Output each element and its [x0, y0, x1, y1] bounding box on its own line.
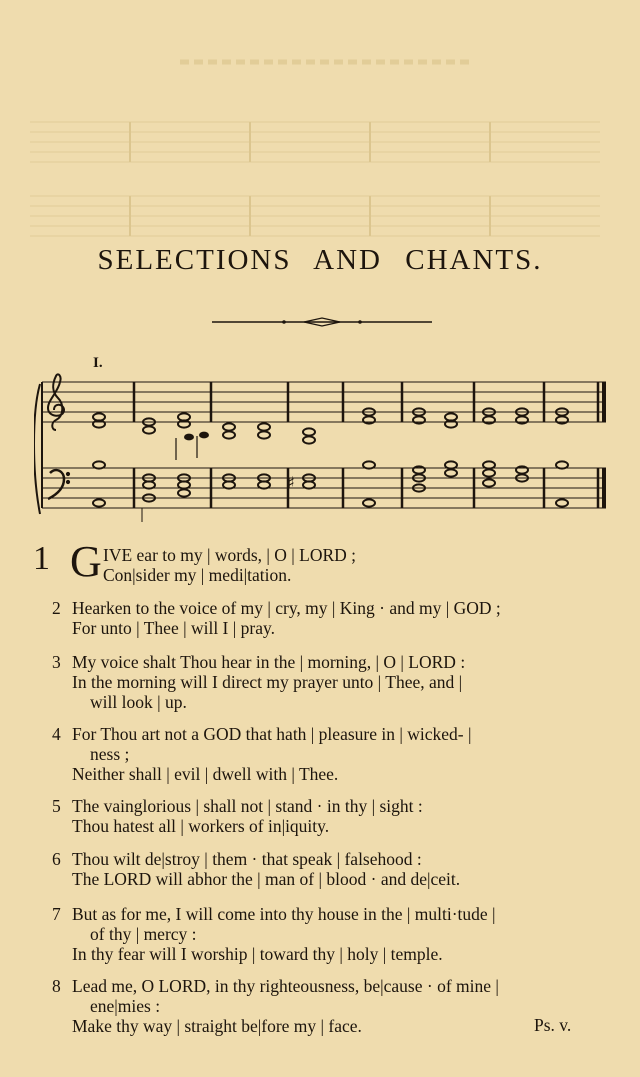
verse-number: 5	[52, 796, 61, 816]
verse-1-line-2: Con|sider my | medi|tation.	[103, 565, 292, 585]
svg-text:♯: ♯	[287, 473, 295, 492]
verse-line: will look | up.	[90, 692, 187, 712]
ornamental-rule	[212, 314, 434, 330]
verse-line: ness ;	[90, 744, 130, 764]
verse-number: 7	[52, 904, 61, 924]
verse-1	[103, 545, 640, 585]
verse-line: of thy | mercy :	[90, 924, 197, 944]
chant-number: I.	[93, 355, 103, 371]
verse-line: The LORD will abhor the | man of | blood · and de|ceit.	[72, 869, 461, 889]
verse-line: Lead me, O LORD, in thy righteousness, be|cause · of mine |	[72, 976, 499, 996]
verse-7	[52, 904, 620, 964]
verse-line: The vainglorious | shall not | stand · in thy | sight :	[72, 796, 423, 816]
verse-line: Thou hatest all | workers of in|iquity.	[72, 816, 330, 836]
verse-line: Make thy way | straight be|fore my | face.	[72, 1016, 362, 1036]
verse-line: For unto | Thee | will I | pray.	[72, 618, 275, 638]
verse-line: My voice shalt Thou hear in the | morning, | O | LORD :	[72, 652, 466, 672]
verse-3	[52, 652, 620, 712]
verse-number: 3	[52, 652, 61, 672]
verse-line: But as for me, I will come into thy house in the | multi·tude |	[72, 904, 496, 924]
verse-1-number: 1	[33, 540, 50, 577]
drop-cap: G	[70, 537, 102, 586]
verse-number: 4	[52, 724, 61, 744]
verse-line: Neither shall | evil | dwell with | Thee.	[72, 764, 339, 784]
verse-5	[52, 796, 620, 836]
verse-line: Hearken to the voice of my | cry, my | King · and my | GOD ;	[72, 598, 501, 618]
verse-number: 8	[52, 976, 61, 996]
verse-4	[52, 724, 620, 784]
chant-score	[34, 372, 614, 522]
verse-number: 2	[52, 598, 61, 618]
verse-line: In the morning will I direct my prayer unto | Thee, and |	[72, 672, 463, 692]
verse-line: Thou wilt de|stroy | them · that speak | falsehood :	[72, 849, 422, 869]
page-title: SELECTIONS AND CHANTS.	[97, 244, 543, 276]
psalm-attribution: Ps. v.	[534, 1015, 572, 1035]
verse-line: For Thou art not a GOD that hath | pleasure in | wicked- |	[72, 724, 472, 744]
verse-line: In thy fear will I worship | toward thy | holy | temple.	[72, 944, 443, 964]
verse-1-line-1: IVE ear to my | words, | O | LORD ;	[103, 545, 357, 565]
verse-number: 6	[52, 849, 61, 869]
verse-2	[52, 598, 620, 638]
verse-6	[52, 849, 620, 889]
verse-line: ene|mies :	[90, 996, 161, 1016]
